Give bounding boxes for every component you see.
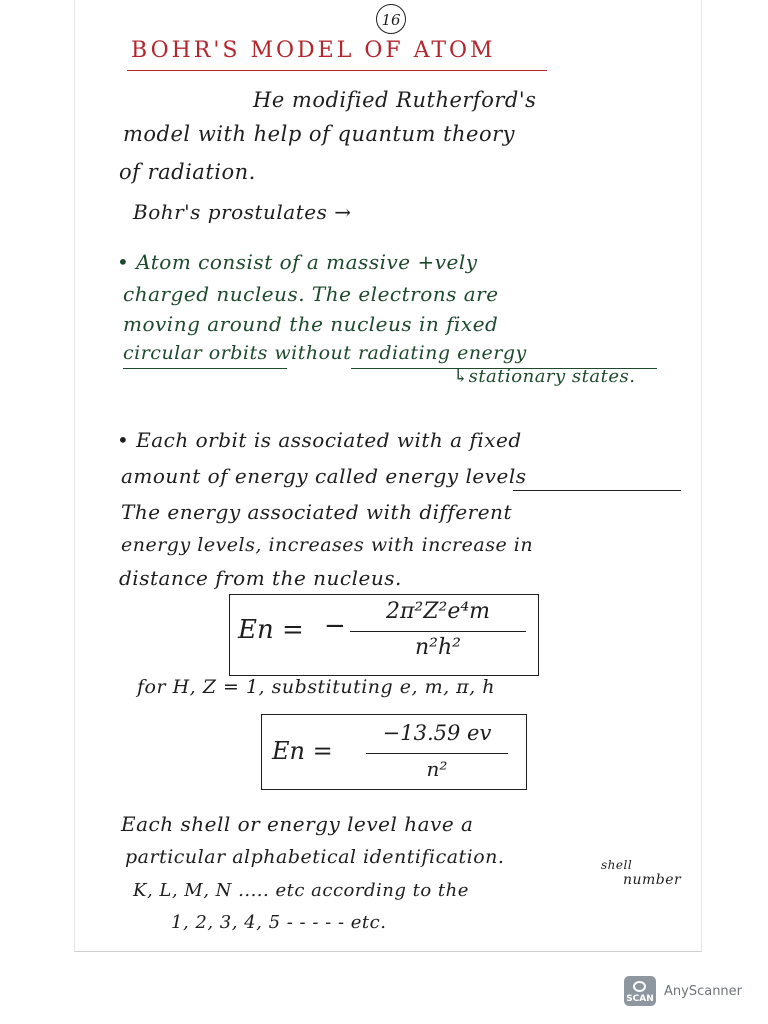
bullet1-line-3: moving around the nucleus in fixed — [123, 312, 499, 336]
closing-line-3-prefix: K, L, M, N ..... etc according to the — [133, 880, 469, 901]
bullet2-line-2: amount of energy called energy levels — [121, 464, 527, 488]
closing-line-4: 1, 2, 3, 4, 5 - - - - - etc. — [171, 912, 387, 933]
bullet1-line-4: circular orbits without radiating energy — [123, 342, 527, 364]
closing-line-3-suffix: number — [623, 872, 682, 888]
intro-line-3: of radiation. — [119, 160, 256, 184]
watermark-text: AnyScanner — [664, 983, 743, 999]
formula2-numerator: −13.59 ev — [382, 721, 492, 745]
formula1-denominator: n²h² — [415, 635, 461, 660]
formula2-fraction-bar — [366, 753, 508, 754]
closing-shell-note: shell — [601, 858, 633, 872]
bullet1-line-5: ↳stationary states. — [453, 366, 636, 387]
closing-line-1: Each shell or energy level have a — [121, 812, 474, 836]
underline-energy-levels — [513, 490, 681, 491]
scanned-page — [74, 0, 702, 952]
scanner-watermark — [624, 976, 742, 1006]
scan-icon-label: SCAN — [626, 994, 654, 1004]
formula1-fraction-bar — [350, 631, 526, 632]
formula-box-2 — [261, 714, 527, 790]
substitution-line: for H, Z = 1, substituting e, m, π, h — [137, 676, 495, 698]
bullet1-line-2: charged nucleus. The electrons are — [123, 282, 499, 306]
bullet2-line-4: energy levels, increases with increase in — [121, 534, 534, 556]
bullet2-line-5: distance from the nucleus. — [119, 566, 402, 590]
underline-circular-orbits — [123, 368, 287, 369]
formula2-lhs: En = — [272, 737, 333, 765]
bullet1-line-1: • Atom consist of a massive +vely — [117, 250, 478, 274]
formula1-numerator: 2π²Z²e⁴m — [385, 599, 491, 624]
title-underline — [127, 70, 547, 71]
formula1-sign: − — [324, 611, 346, 641]
formula-box-1 — [229, 594, 539, 676]
formula1-lhs: En = — [238, 615, 304, 645]
scan-icon — [624, 976, 656, 1006]
page-number: 16 — [376, 4, 406, 34]
intro-line-1: He modified Rutherford's — [253, 88, 537, 112]
formula2-denominator: n² — [426, 757, 448, 781]
postulates-heading: Bohr's prostulates → — [133, 200, 352, 224]
intro-line-2: model with help of quantum theory — [123, 122, 516, 146]
closing-line-2: particular alphabetical identification. — [125, 846, 505, 868]
bullet2-line-1: • Each orbit is associated with a fixed — [117, 428, 522, 452]
bullet2-line-3: The energy associated with different — [121, 500, 512, 524]
page-title: BOHR'S MODEL OF ATOM — [131, 38, 496, 63]
